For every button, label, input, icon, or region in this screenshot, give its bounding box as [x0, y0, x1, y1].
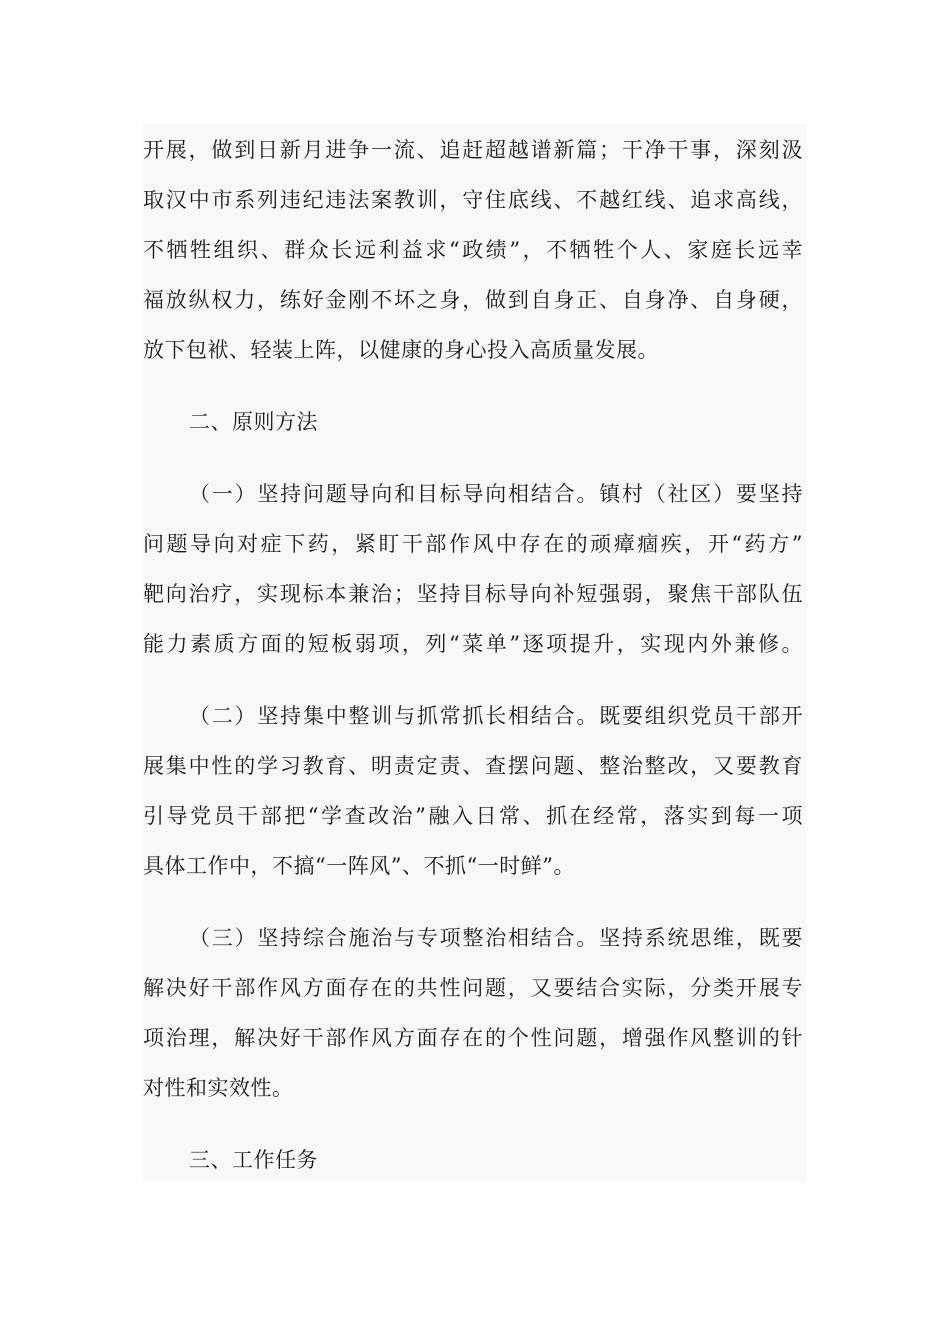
body-line: 展集中性的学习教育、明责定责、查摆问题、整治整改，又要教育: [143, 754, 803, 778]
body-line: 取汉中市系列违纪违法案教训，守住底线、不越红线、追求高线，: [143, 188, 803, 212]
body-line: 放下包袱、轻装上阵，以健康的身心投入高质量发展。: [143, 338, 659, 362]
body-line: 开展，做到日新月进争一流、追赶超越谱新篇；干净干事，深刻汲: [143, 138, 803, 162]
body-line: （二）坚持集中整训与抓常抓长相结合。既要组织党员干部开: [189, 704, 803, 728]
body-line: （三）坚持综合施治与专项整治相结合。坚持系统思维，既要: [189, 926, 803, 950]
body-line: 福放纵权力，练好金刚不坏之身，做到自身正、自身净、自身硬，: [143, 288, 803, 312]
body-line: 引导党员干部把“学查改治”融入日常、抓在经常，落实到每一项: [143, 804, 803, 828]
body-line: 问题导向对症下药，紧盯干部作风中存在的顽瘴痼疾，开“药方”: [143, 532, 803, 556]
body-line: 项治理，解决好干部作风方面存在的个性问题，增强作风整训的针: [143, 1026, 803, 1050]
body-line: 不牺牲组织、群众长远利益求“政绩”，不牺牲个人、家庭长远幸: [143, 238, 803, 262]
body-line: （一）坚持问题导向和目标导向相结合。镇村（社区）要坚持: [189, 482, 803, 506]
body-line: 靶向治疗，实现标本兼治；坚持目标导向补短强弱，聚焦干部队伍: [143, 582, 803, 606]
body-line: 对性和实效性。: [143, 1076, 294, 1100]
body-line: 具体工作中，不搞“一阵风”、不抓“一时鲜”。: [143, 854, 575, 878]
body-line: 能力素质方面的短板弱项，列“菜单”逐项提升，实现内外兼修。: [143, 632, 803, 656]
section-heading: 三、工作任务: [189, 1148, 318, 1172]
section-heading: 二、原则方法: [189, 410, 318, 434]
body-line: 解决好干部作风方面存在的共性问题，又要结合实际，分类开展专: [143, 976, 803, 1000]
